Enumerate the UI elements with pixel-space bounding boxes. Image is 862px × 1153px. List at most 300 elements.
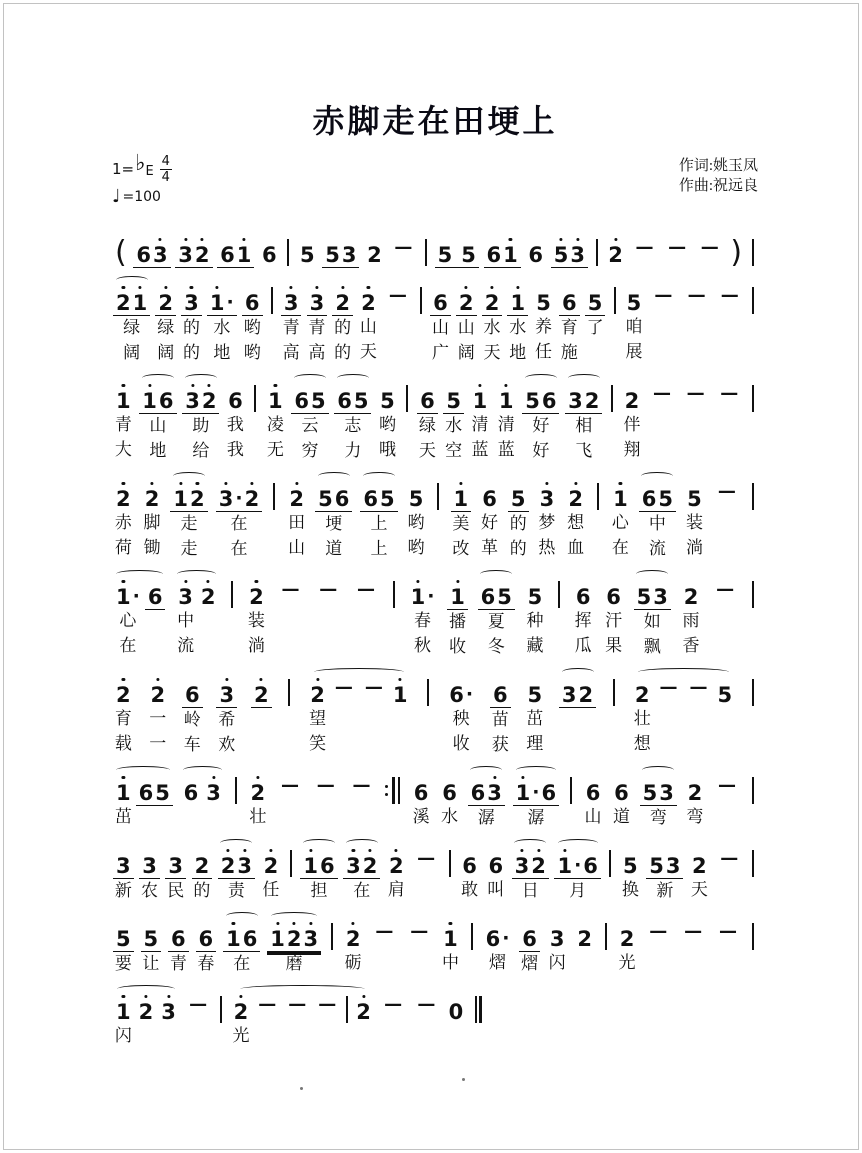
note-group (622, 382, 643, 413)
arc-zone (512, 837, 549, 847)
arc-zone (479, 470, 500, 480)
arc-zone (248, 764, 269, 774)
arc-zone (216, 666, 237, 676)
note-cell (496, 372, 517, 463)
note-cell (314, 568, 342, 659)
note-cell (192, 837, 213, 904)
slur-arc (294, 374, 326, 382)
lyric-text: 弯 (649, 808, 667, 827)
slur-arc (470, 766, 502, 774)
barline (752, 850, 754, 877)
note-group (513, 774, 559, 806)
lyric-text: 给 (192, 441, 210, 460)
arc-zone (606, 837, 614, 847)
lyric-text (330, 951, 334, 976)
barline (605, 923, 607, 950)
arc-zone (459, 837, 480, 847)
lyric-text (725, 805, 729, 830)
note-group (439, 774, 460, 805)
arc-zone (403, 372, 411, 382)
lyricist-credit: 作词:姚玉凤 (678, 158, 758, 174)
lyric-text: 锄 (143, 538, 161, 557)
note-digit: 6 (480, 585, 496, 609)
lyric-text: 潺 (527, 808, 545, 827)
symbol-holder (608, 382, 616, 413)
note-digit: 5 (623, 854, 638, 878)
note-cell (537, 470, 558, 561)
arc-zone (555, 568, 563, 578)
arc-zone (482, 274, 503, 284)
lyric-text: 秋 (414, 636, 432, 655)
arc-zone (113, 910, 134, 920)
lyric-text (660, 413, 664, 438)
lyric-text: 绿 (418, 416, 436, 435)
lyric-text (575, 708, 579, 733)
note-cell (133, 226, 170, 268)
note-group (265, 382, 286, 413)
note-digit: 5 (310, 389, 326, 413)
arc-zone (182, 372, 219, 382)
arc-zone (559, 666, 596, 676)
note-group (559, 676, 596, 708)
lyric-text: 好 (481, 513, 499, 532)
arc-zone (470, 372, 491, 382)
arc-zone (644, 910, 672, 920)
lyric-text (612, 732, 616, 757)
octave-dot (159, 238, 162, 241)
note-digit: 2 (200, 587, 217, 608)
lyric-text (751, 413, 755, 438)
arc-zone (525, 568, 546, 578)
symbol-holder (285, 676, 293, 707)
arc-zone (639, 470, 676, 480)
arc-zone (267, 910, 321, 920)
augmentation-dot: · (574, 854, 582, 876)
note-group (649, 284, 677, 315)
arc-zone (142, 470, 163, 480)
note-group (551, 236, 588, 268)
note-group (217, 236, 254, 268)
note-group (507, 284, 528, 316)
note-digit: 2 (115, 293, 132, 314)
lyric-text: 秧 (452, 709, 470, 728)
note-group (479, 480, 500, 511)
lyric-text (691, 951, 695, 976)
note-cell (181, 774, 202, 830)
note-cell (468, 764, 505, 831)
note-cell (348, 764, 376, 830)
lyric-text: 脚 (143, 513, 161, 532)
lyric-text (660, 438, 664, 463)
symbol-holder (390, 578, 398, 609)
note-digit: 3 (568, 389, 583, 413)
lyric-text (726, 951, 730, 976)
lyric-text: 上 (370, 539, 388, 558)
note-cell (565, 372, 602, 464)
lyric-text (448, 878, 452, 903)
lyric-text: 流 (177, 636, 195, 655)
note-digit: 2 (687, 781, 703, 805)
note-cell (682, 372, 710, 463)
note-group (253, 993, 281, 1024)
arc-zone (684, 470, 705, 480)
barline (752, 923, 754, 950)
note-digit: 5 (408, 487, 424, 511)
lyric-text: 山 (457, 318, 475, 337)
note-cell (281, 274, 302, 366)
note-cell (715, 837, 743, 903)
note-digit: 3 (665, 854, 681, 878)
arc-zone (228, 568, 236, 578)
symbol-holder (749, 920, 757, 951)
symbol-holder (417, 284, 425, 315)
note-cell (253, 993, 281, 1049)
arc-zone (435, 226, 479, 236)
note-cell (175, 226, 212, 268)
lyric-text: 天 (359, 342, 377, 361)
note-group (525, 236, 546, 267)
note-group (512, 847, 549, 879)
note-cell (447, 568, 468, 660)
barline-cell (749, 837, 757, 903)
note-digit: 1 (132, 293, 149, 314)
note-digit: 6 (575, 585, 591, 609)
note-cell (313, 993, 341, 1049)
note-cell (246, 568, 267, 659)
note-group (358, 284, 379, 315)
note-cell (196, 910, 217, 977)
lyric-text: 荷 (114, 538, 132, 557)
symbol-holder (284, 236, 292, 267)
symbol-holder (749, 578, 757, 609)
slur-arc (318, 472, 350, 480)
lyric-text (454, 1024, 458, 1049)
note-cell (182, 666, 203, 758)
barline-cell (434, 470, 442, 561)
barline (254, 385, 256, 412)
note-cell (113, 774, 134, 830)
barline-cell (228, 568, 236, 659)
note-group (223, 920, 260, 952)
repeat-sign (385, 777, 401, 804)
note-group (386, 847, 407, 878)
score-line (112, 666, 758, 758)
note-group (196, 920, 217, 952)
augmentation-dot: · (226, 291, 234, 313)
score-line (112, 983, 487, 1049)
note-group (113, 774, 134, 805)
note-group (390, 676, 411, 707)
note-cell (334, 372, 371, 464)
score-line (112, 910, 758, 977)
note-digit: 6 (262, 243, 277, 267)
note-digit: 5 (626, 291, 642, 315)
lyric-text (295, 1024, 299, 1049)
note-group (168, 920, 189, 952)
note-cell (113, 910, 134, 977)
lyric-text (398, 732, 402, 757)
note-digit: 3 (659, 781, 674, 805)
symbol-holder (594, 480, 602, 511)
lyric-text: 新 (114, 881, 132, 900)
note-digit: 1 (612, 489, 629, 510)
arc-zone (165, 837, 186, 847)
arc-zone (370, 910, 398, 920)
repeat-bars (391, 777, 401, 804)
note-cell (248, 764, 269, 830)
lyric-text: 挥 (574, 611, 592, 630)
note-cell (216, 470, 262, 562)
octave-dot (619, 482, 622, 485)
note-group (714, 920, 742, 951)
barline (752, 679, 754, 706)
arc-zone (287, 837, 295, 847)
dash-note: — (654, 285, 673, 306)
octave-dot (255, 580, 258, 583)
composer-credit: 作曲:祝远良 (678, 178, 758, 195)
note-digit: 1 (556, 856, 573, 877)
lyric-text: 热 (538, 538, 556, 557)
arc-zone (334, 372, 371, 382)
note-group (348, 774, 376, 805)
barline-cell (749, 910, 757, 976)
note-digit: 1 (141, 391, 158, 412)
octave-dot (274, 384, 277, 387)
note-group (307, 676, 328, 707)
note-group (682, 382, 710, 413)
note-cell (405, 910, 433, 976)
arc-zone (648, 372, 676, 382)
note-digit: 1 (498, 391, 515, 412)
lyric-text (253, 438, 257, 463)
lyric-text: 好 (532, 441, 550, 460)
lyric-text (288, 634, 292, 659)
note-cell (259, 226, 280, 267)
arc-zone (630, 226, 658, 236)
lyric-text (364, 609, 368, 634)
slur-arc (226, 912, 258, 920)
note-cell (507, 274, 528, 366)
barline (346, 996, 348, 1023)
note-digit: 6 (522, 927, 537, 951)
arc-zone (343, 837, 380, 847)
note-cell (483, 910, 513, 976)
lyric-text: 青 (308, 318, 326, 337)
lyric-text: 天 (690, 880, 708, 899)
note-digit: 2 (201, 391, 218, 412)
augmentation-dot: · (532, 781, 540, 803)
arc-zone (617, 910, 638, 920)
note-group (559, 284, 580, 316)
lyric-text (751, 951, 755, 976)
lyric-text (557, 609, 561, 634)
note-cell (297, 226, 318, 267)
note-group (184, 993, 212, 1024)
lyric-text (230, 609, 234, 634)
note-cell (639, 470, 676, 562)
note-group (519, 920, 540, 952)
note-cell (142, 470, 163, 561)
note-group (411, 774, 432, 805)
note-digit: 5 (525, 389, 540, 413)
octave-dot (122, 384, 125, 387)
lyric-text (324, 805, 328, 830)
slur-group-row (306, 676, 411, 757)
lyric-text: 力 (344, 441, 362, 460)
note-cell (714, 910, 742, 976)
lyric-text: 阔 (123, 343, 141, 362)
dash-note: — (687, 285, 706, 306)
arc-zone (565, 470, 586, 480)
lyric-text: 养 (535, 317, 553, 336)
note-group (145, 578, 166, 610)
note-group (203, 774, 224, 805)
arc-zone (443, 372, 464, 382)
note-cell (482, 274, 503, 366)
dash-note: — (652, 383, 671, 404)
lyric-text: 一 (149, 709, 167, 728)
note-group (313, 993, 341, 1024)
note-group (389, 236, 417, 267)
barline-cell (749, 764, 757, 830)
lyric-text: 磨 (285, 954, 303, 973)
octave-dot (256, 776, 259, 779)
note-digit: 5 (380, 487, 395, 511)
arc-zone (439, 764, 460, 774)
arc-zone (554, 837, 600, 847)
arc-zone (322, 226, 359, 236)
symbol-holder (422, 236, 430, 267)
note-cell (406, 470, 427, 561)
bar-thin (475, 996, 477, 1023)
lyric-text: 清 (471, 415, 489, 434)
lyric-text (398, 707, 402, 732)
lyric-text: 蓝 (471, 440, 489, 459)
arc-zone (406, 470, 427, 480)
lyric-text: 淌 (685, 538, 703, 557)
note-digit: 5 (717, 683, 733, 707)
note-digit: 5 (318, 487, 333, 511)
note-cell (136, 774, 173, 831)
note-digit: 1 (472, 391, 489, 412)
lyric-text: 弯 (686, 807, 704, 826)
lyric-text (725, 536, 729, 561)
note-group (446, 676, 476, 707)
note-group (574, 920, 595, 951)
note-group (554, 847, 600, 879)
meta-row (112, 150, 758, 218)
note-group (136, 774, 173, 806)
note-digit: 6 (492, 683, 508, 707)
octave-dot (239, 995, 242, 998)
dash-note: — (719, 921, 738, 942)
arc-zone (446, 666, 476, 676)
barline (288, 679, 290, 706)
lyric-text: 收 (449, 637, 467, 656)
note-group (490, 676, 511, 708)
note-digit: 3 (183, 293, 200, 314)
slur-arc (641, 472, 673, 480)
arc-zone (358, 274, 379, 284)
lyric-text (723, 707, 727, 732)
note-group (644, 920, 672, 951)
symbol-holder (610, 676, 618, 707)
note-group (370, 920, 398, 951)
lyric-text (219, 1024, 223, 1049)
barline-cell (343, 993, 351, 1049)
slur-arc (271, 912, 317, 920)
octave-dot (190, 286, 193, 289)
octave-dot (226, 849, 229, 852)
arc-zone (634, 568, 671, 578)
note-cell (715, 372, 743, 463)
arc-zone (314, 568, 342, 578)
lyric-text (693, 413, 697, 438)
note-cell (283, 993, 311, 1049)
note-digit: 1 (392, 685, 409, 706)
note-digit: 6 (442, 781, 457, 805)
lyric-text: 的 (182, 343, 200, 362)
lyric-text (476, 1024, 480, 1049)
arc-zone (608, 372, 616, 382)
note-digit: 2 (584, 389, 600, 413)
dash-note: — (417, 994, 436, 1015)
note-digit: 6 (449, 683, 464, 707)
arc-zone (713, 470, 741, 480)
lyric-text (751, 634, 755, 659)
note-cell (640, 764, 677, 831)
note-digit: 2 (194, 854, 210, 878)
octave-dot (232, 922, 235, 925)
arc-zone (139, 372, 176, 382)
note-digit: 6 (220, 243, 235, 267)
arc-zone (242, 274, 263, 284)
lyric-text: 青 (114, 415, 132, 434)
note-digit: 2 (362, 856, 379, 877)
barline (287, 239, 289, 266)
lyric-text (470, 951, 474, 976)
note-cell (585, 274, 606, 366)
barline (611, 385, 613, 412)
slur-arc (363, 472, 395, 480)
note-group (141, 920, 162, 952)
lyric-text (372, 707, 376, 732)
arc-zone (456, 274, 477, 284)
octave-dot (614, 238, 617, 241)
dash-note: — (258, 994, 277, 1015)
octave-dot (201, 238, 204, 241)
lyric-text (206, 609, 210, 634)
octave-dot (164, 286, 167, 289)
note-cell (217, 226, 254, 268)
note-cell (360, 676, 388, 757)
octave-dot (559, 238, 562, 241)
barline-cell (403, 372, 411, 463)
dash-note: — (189, 994, 208, 1015)
lyric-text: 民 (167, 881, 185, 900)
lyric-text: 想 (567, 513, 585, 532)
arc-zone (192, 837, 213, 847)
lyric-text (325, 1024, 329, 1049)
bar-thick (392, 777, 395, 804)
arc-zone (112, 983, 180, 993)
arc-zone (417, 372, 438, 382)
note-group (158, 993, 179, 1024)
lyric-text (259, 708, 263, 733)
arc-zone (749, 837, 757, 847)
barline (420, 287, 422, 314)
symbol-holder (228, 578, 236, 609)
